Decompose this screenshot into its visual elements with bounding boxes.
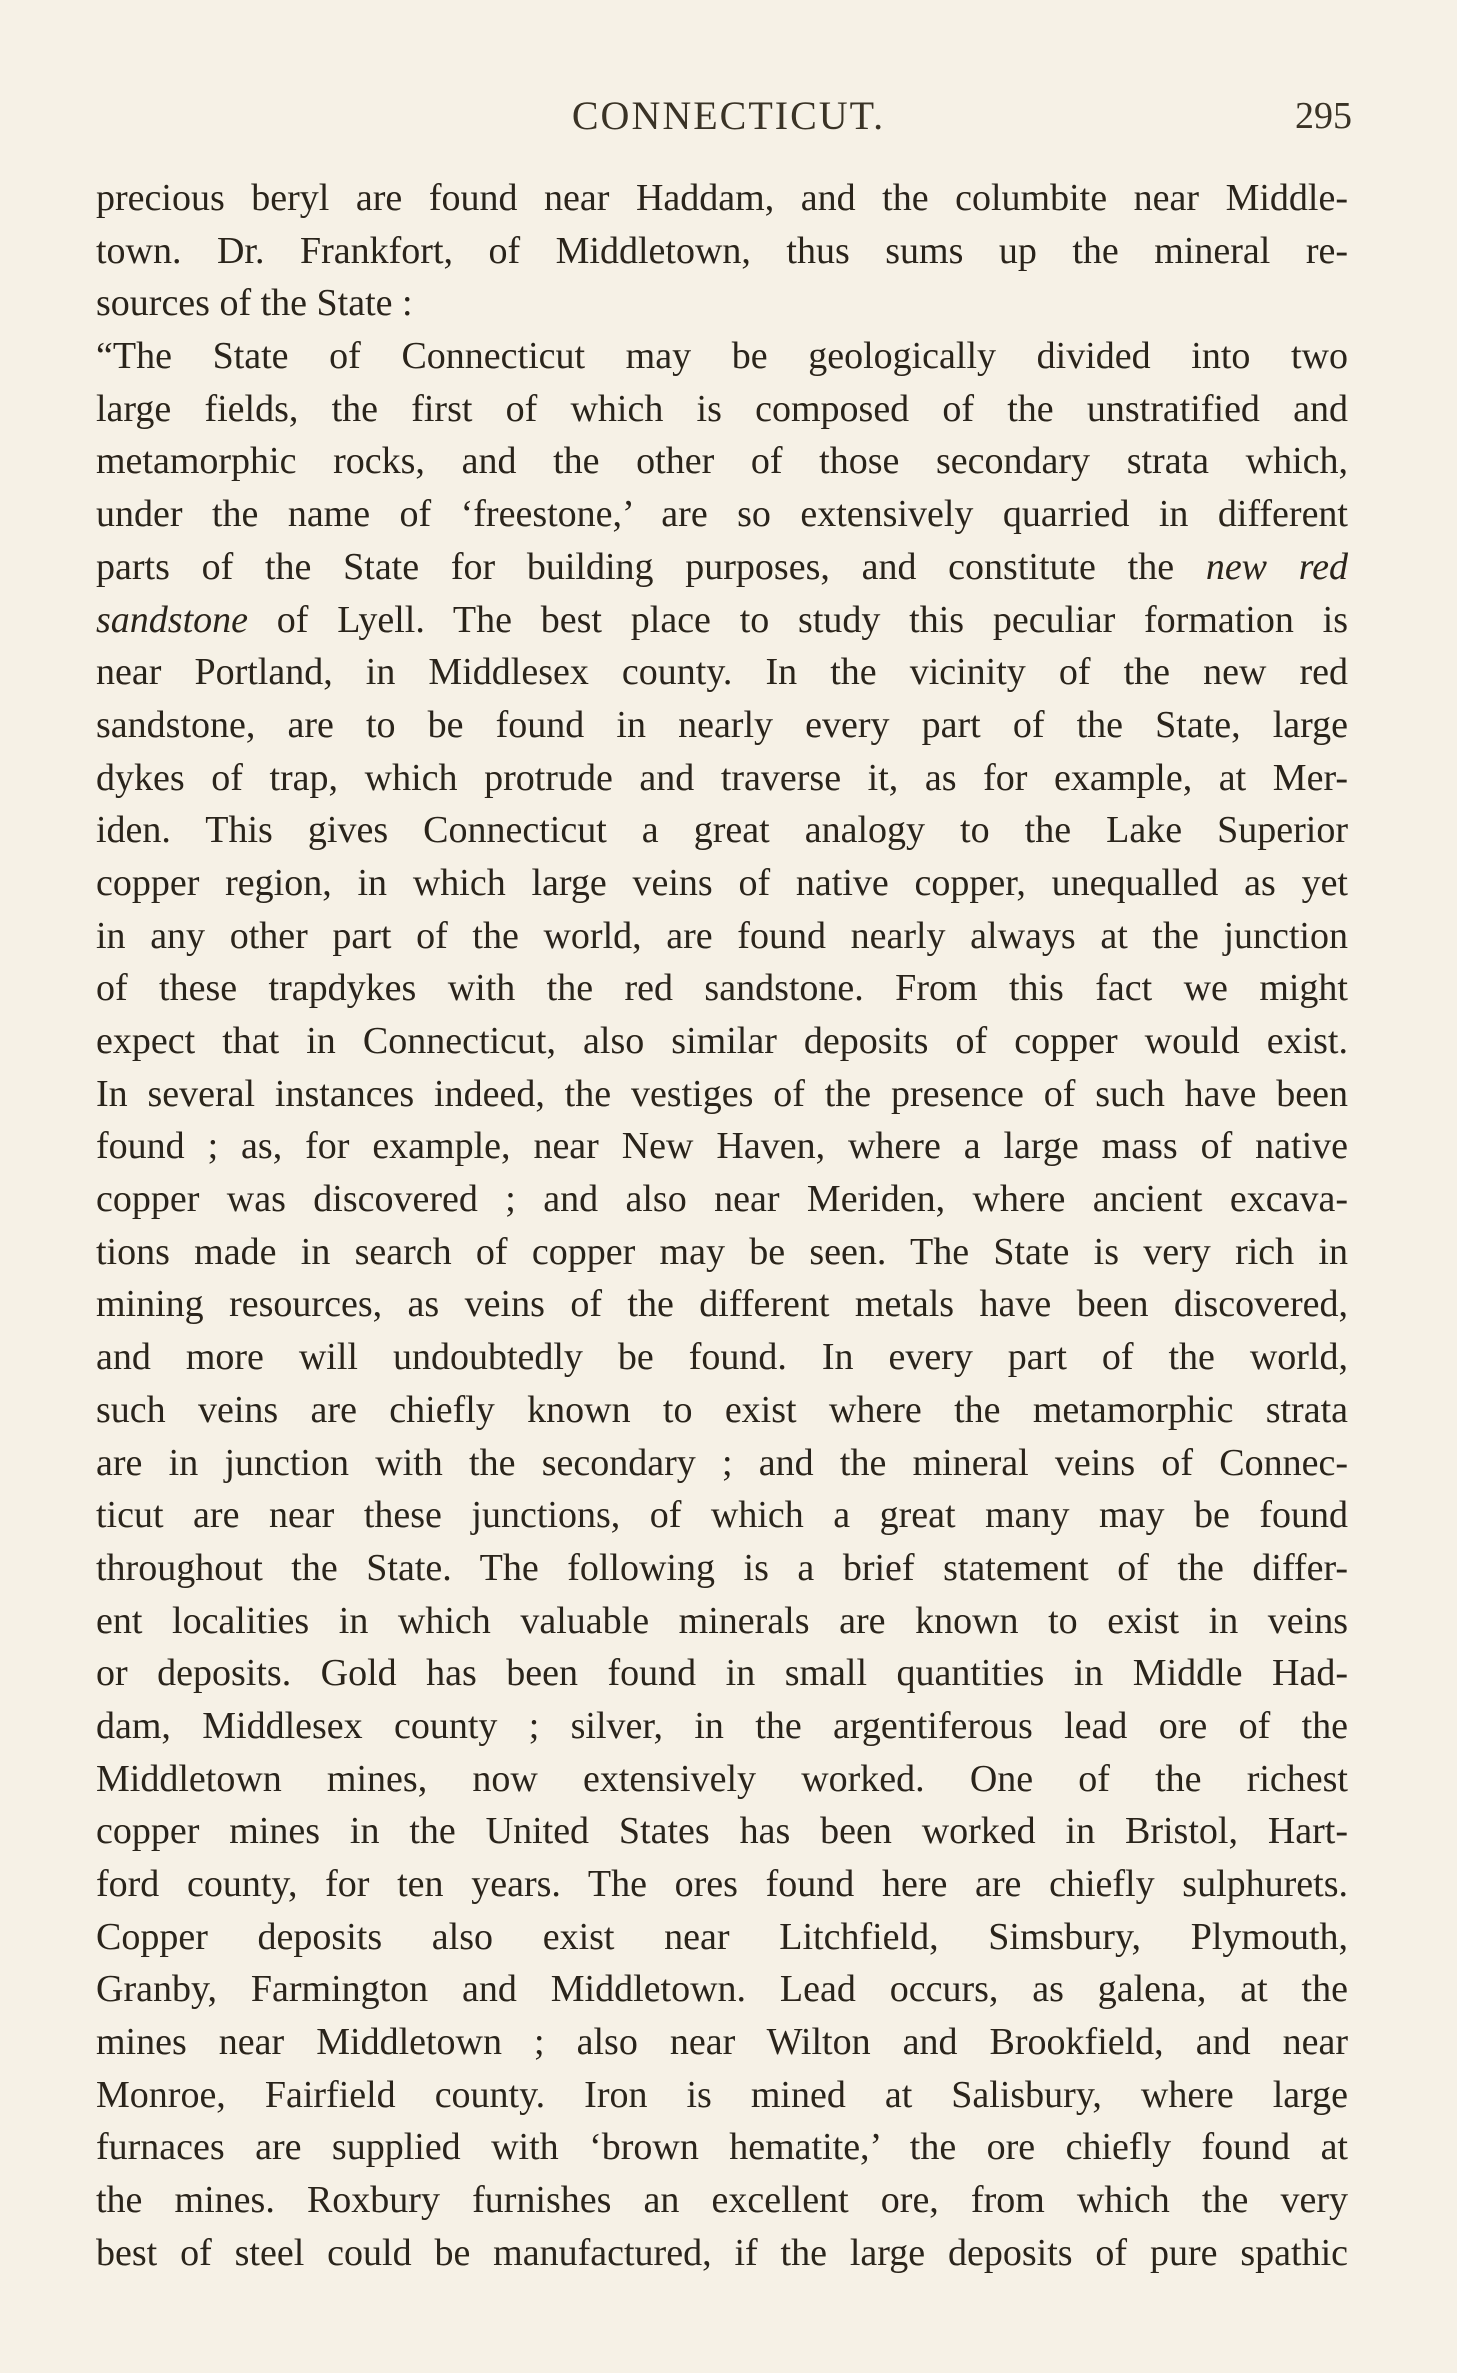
text-line: Copper deposits also exist near Litchfield, Simsbury, Plymouth, [96, 1915, 1348, 1958]
text-line: are in junction with the secondary ; and the mineral veins of Connec- [96, 1441, 1348, 1484]
text-line: found ; as, for example, near New Haven, where a large mass of native [96, 1125, 1348, 1168]
text-line: precious beryl are found near Haddam, and the columbite near Middle- [96, 177, 1348, 219]
text-line: copper was discovered ; and also near Meriden, where ancient excava- [96, 1178, 1348, 1221]
text-line: metamorphic rocks, and the other of those secondary strata which, [96, 440, 1348, 483]
text-line: sandstone of Lyell. The best place to study this peculiar formation is [96, 598, 1348, 641]
text-line: “The State of Connecticut may be geologically divided into two [96, 335, 1348, 378]
text-line: tions made in search of copper may be seen. The State is very rich in [96, 1230, 1348, 1273]
text-line: under the name of ‘freestone,’ are so extensively quarried in different [96, 493, 1348, 536]
text-line: sandstone, are to be found in nearly every part of the State, large [96, 703, 1348, 746]
text-line: the mines. Roxbury furnishes an excellent ore, from which the very [96, 2179, 1348, 2222]
text-line: and more will undoubtedly be found. In every part of the world, [96, 1336, 1348, 1379]
page-number: 295 [1295, 95, 1352, 137]
text-line: copper mines in the United States has been worked in Bristol, Hart- [96, 1810, 1348, 1853]
text-line: near Portland, in Middlesex county. In the vicinity of the new red [96, 651, 1348, 694]
italic-term: new red [1205, 545, 1348, 588]
text-line: town. Dr. Frankfort, of Middletown, thus sums up the mineral re- [96, 229, 1348, 272]
text-line: ticut are near these junctions, of which a great many may be found [96, 1494, 1348, 1537]
text-line: in any other part of the world, are found nearly always at the junction [96, 914, 1348, 957]
text-line: throughout the State. The following is a brief statement of the differ- [96, 1546, 1348, 1589]
text-line: Middletown mines, now extensively worked. One of the richest [96, 1757, 1348, 1800]
text-line: expect that in Connecticut, also similar deposits of copper would exist. [96, 1020, 1348, 1062]
text-line: mines near Middletown ; also near Wilton and Brookfield, and near [96, 2021, 1348, 2064]
text-line: furnaces are supplied with ‘brown hematite,’ the ore chiefly found at [96, 2126, 1348, 2169]
italic-term: sandstone [96, 598, 248, 641]
text-line: parts of the State for building purposes, and constitute the new red [96, 545, 1348, 588]
text-line: copper region, in which large veins of native copper, unequalled as yet [96, 861, 1348, 904]
text-line: ford county, for ten years. The ores found here are chiefly sulphurets. [96, 1863, 1348, 1905]
text-line: dam, Middlesex county ; silver, in the argentiferous lead ore of the [96, 1704, 1348, 1747]
body-text [96, 172, 1348, 2280]
text-line: of these trapdykes with the red sandstone. From this fact we might [96, 967, 1348, 1010]
text-line: Granby, Farmington and Middletown. Lead occurs, as galena, at the [96, 1968, 1348, 2011]
text-line: In several instances indeed, the vestiges of the presence of such have been [96, 1072, 1348, 1115]
text-line: or deposits. Gold has been found in small quantities in Middle Had- [96, 1652, 1348, 1695]
text-line: large fields, the first of which is composed of the unstratified and [96, 387, 1348, 430]
text-line: such veins are chiefly known to exist where the metamorphic strata [96, 1388, 1348, 1431]
running-head [0, 92, 1457, 142]
text-line: ent localities in which valuable minerals are known to exist in veins [96, 1599, 1348, 1642]
text-line: iden. This gives Connecticut a great analogy to the Lake Superior [96, 809, 1348, 852]
text-line: best of steel could be manufactured, if the large deposits of pure spathic [96, 2231, 1348, 2274]
text-line: dykes of trap, which protrude and traverse it, as for example, at Mer- [96, 756, 1348, 799]
text-line: mining resources, as veins of the different metals have been discovered, [96, 1283, 1348, 1326]
text-line: sources of the State : [96, 282, 413, 325]
text-line: Monroe, Fairfield county. Iron is mined at Salisbury, where large [96, 2073, 1348, 2116]
running-title: CONNECTICUT. [571, 93, 886, 138]
